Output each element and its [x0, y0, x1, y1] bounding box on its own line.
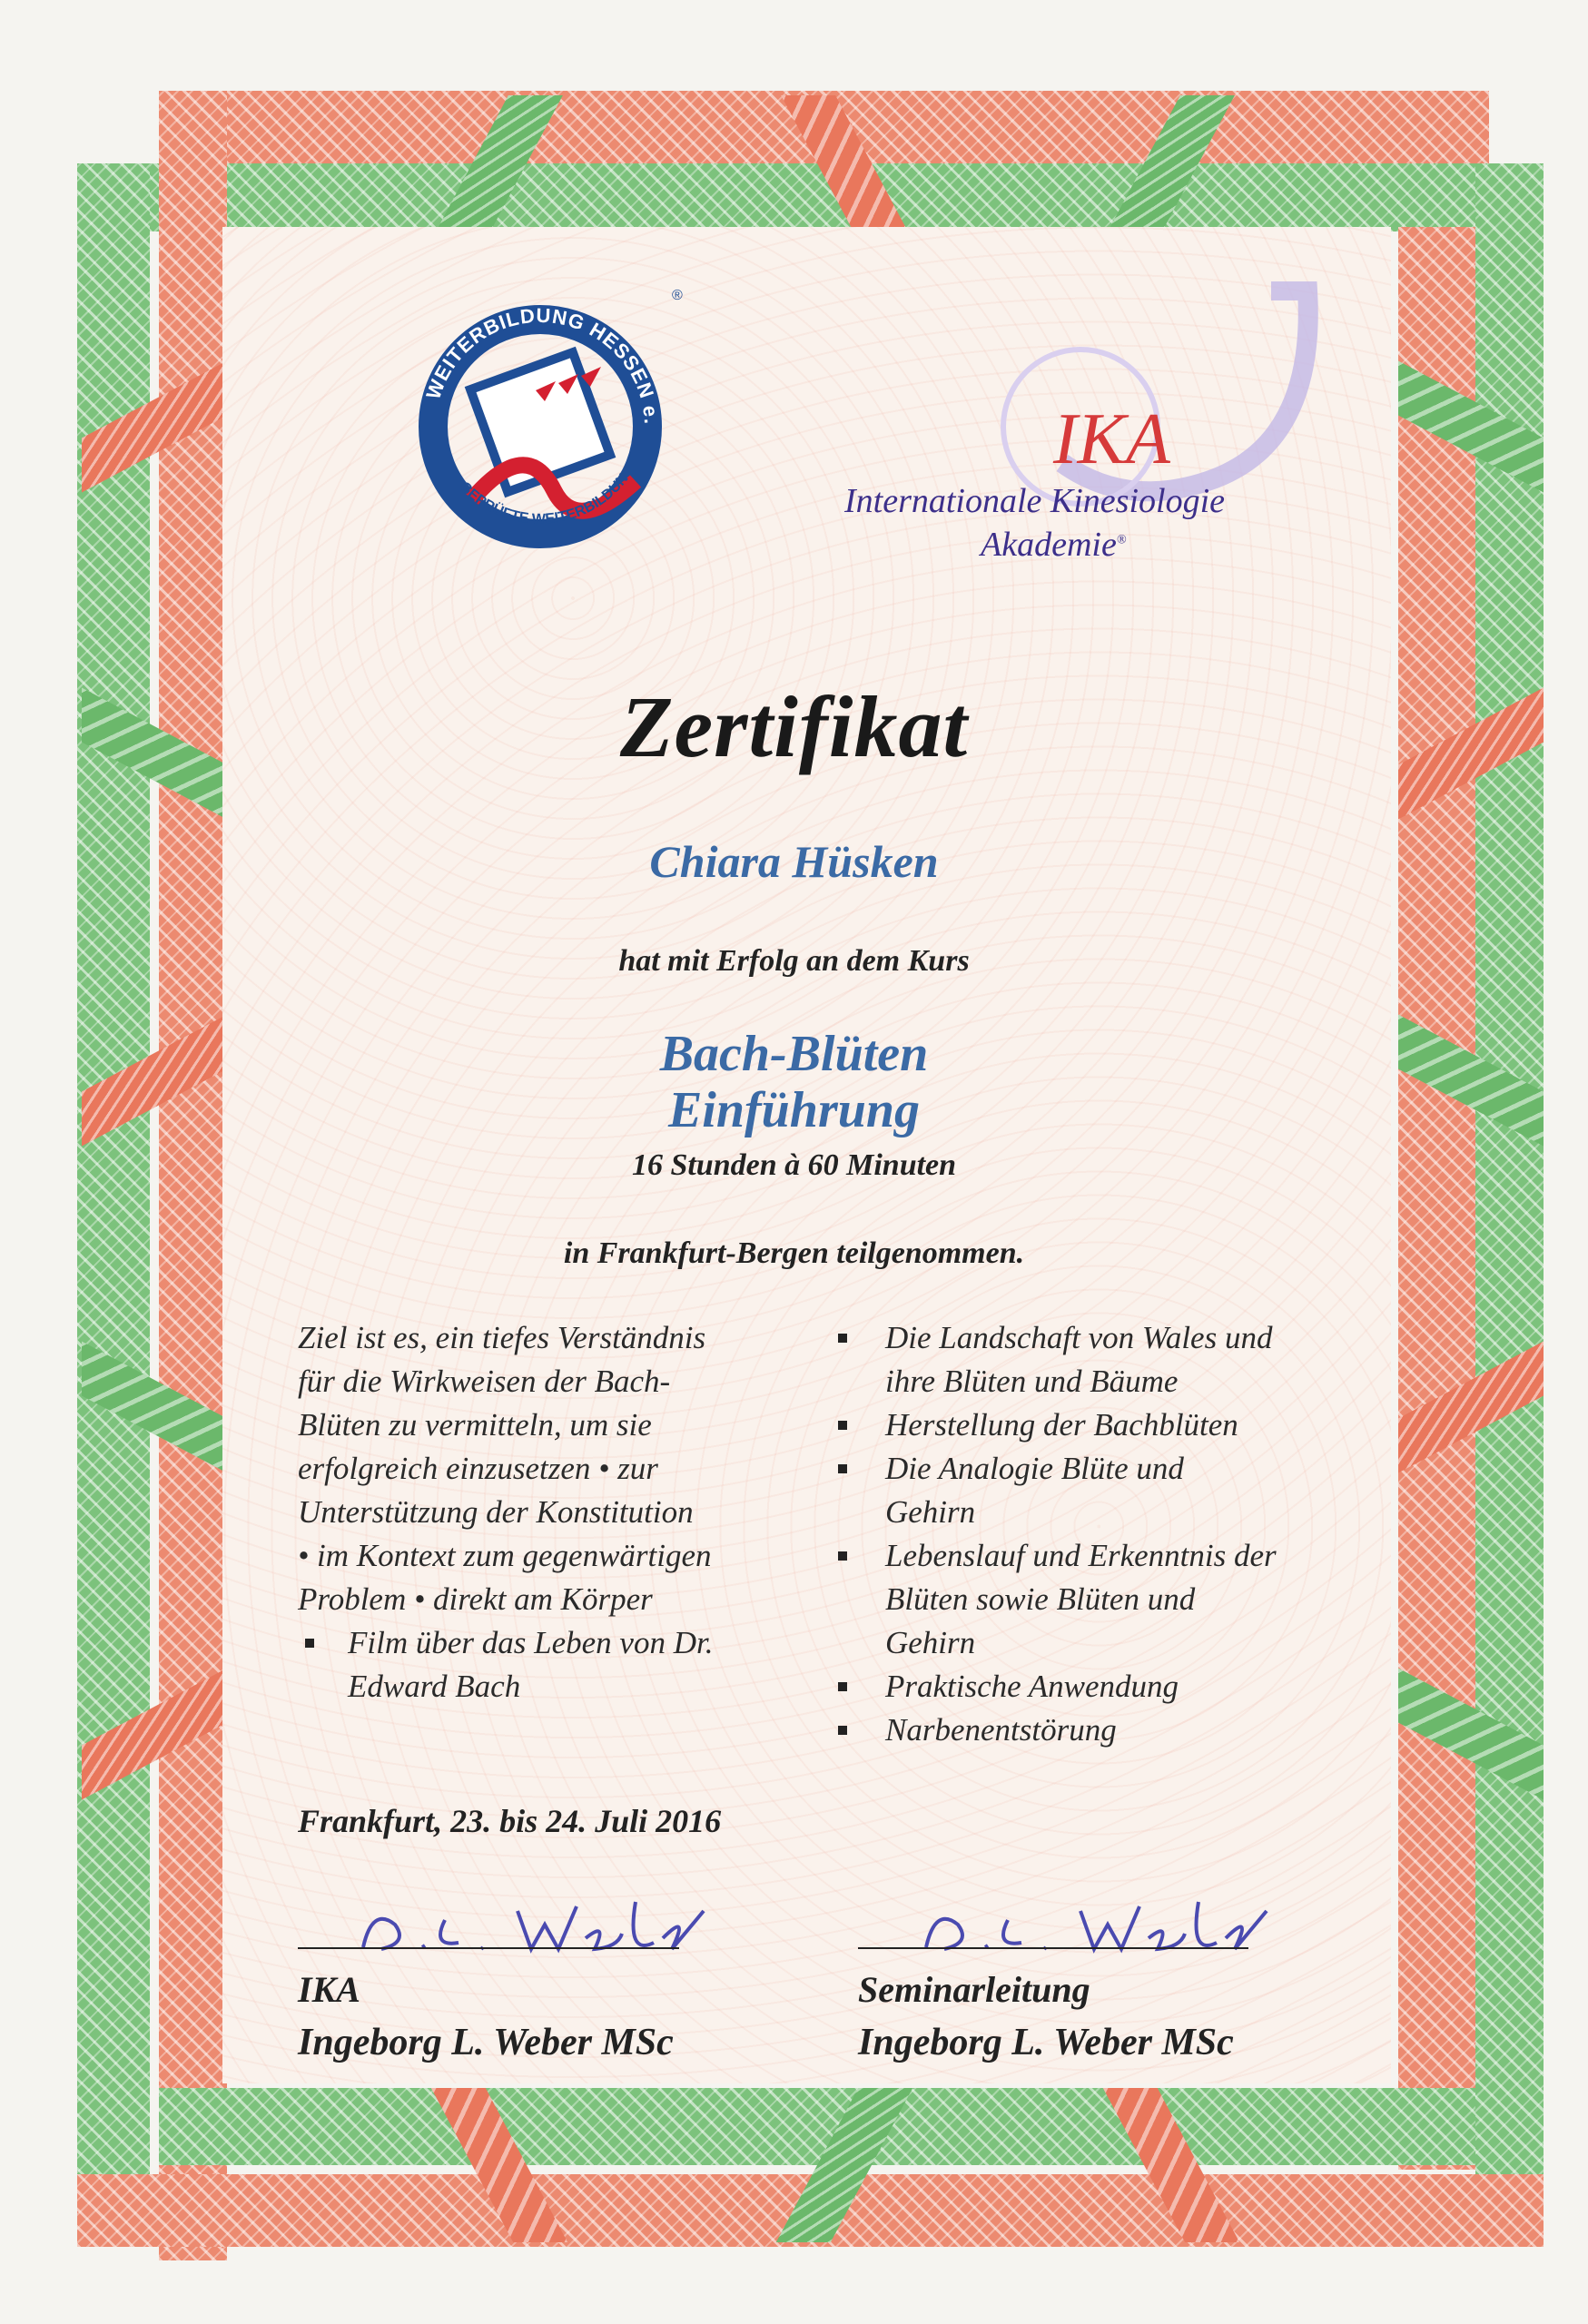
signer-name-seminar: Ingeborg L. Weber MSc [858, 2022, 1234, 2063]
recipient-name: Chiara Hüsken [649, 836, 939, 887]
location-line: in Frankfurt-Bergen teilgenommen. [563, 1236, 1025, 1270]
goal-line: Unterstützung der Konstitution [298, 1494, 694, 1530]
list-item: Narbenentstörung [831, 1709, 1376, 1752]
bullet-square-icon [838, 1726, 847, 1735]
bullet-square-icon [838, 1334, 847, 1343]
signature-seminarleitung [908, 1893, 1289, 1965]
ika-monogram: IKA [1053, 399, 1170, 479]
signer-role-seminar: Seminarleitung [858, 1969, 1090, 2010]
goal-line: erfolgreich einzusetzen • zur [298, 1451, 658, 1486]
registered-mark: ® [672, 288, 683, 303]
weiterbildung-hessen-logo [399, 272, 690, 581]
list-item: Herstellung der Bachblüten [831, 1403, 1376, 1447]
topic-list [831, 1316, 1376, 1752]
list-item: Lebenslauf und Erkenntnis der Blüten sowie Blüten und Gehirn [831, 1534, 1376, 1665]
bullet-square-icon [838, 1682, 847, 1691]
goal-line: Blüten zu vermitteln, um sie [298, 1407, 652, 1443]
ika-name-line2: Akademie [981, 526, 1117, 564]
ika-name-line1: Internationale Kinesiologie [844, 482, 1226, 520]
signature-ika [345, 1893, 726, 1965]
course-title [0, 1026, 1588, 1138]
ika-registered-mark: ® [1116, 533, 1127, 547]
goal-description [298, 1316, 824, 1709]
list-item: Praktische Anwendung [831, 1665, 1376, 1709]
bullet-square-icon [838, 1421, 847, 1430]
signer-name-ika: Ingeborg L. Weber MSc [298, 2022, 674, 2063]
list-item: Die Analogie Blüte und Gehirn [831, 1447, 1376, 1534]
bullet-square-icon [305, 1639, 314, 1648]
certificate-title: Zertifikat [619, 678, 969, 775]
course-title-line2: Einführung [667, 1082, 921, 1138]
goal-line: für die Wirkweisen der Bach- [298, 1364, 671, 1399]
goal-line: Ziel ist es, ein tiefes Verständnis [298, 1320, 706, 1355]
signer-role-ika: IKA [298, 1969, 360, 2010]
date-line: Frankfurt, 23. bis 24. Juli 2016 [298, 1803, 722, 1839]
goal-line: Problem • direkt am Körper [298, 1581, 653, 1617]
list-item: Film über das Leben von Dr. Edward Bach [298, 1621, 824, 1709]
goal-line: • im Kontext zum gegenwärtigen [298, 1538, 712, 1573]
course-title-line1: Bach-Blüten [659, 1026, 929, 1082]
logo-ring-text: WEITERBILDUNG HESSEN e. [421, 303, 664, 426]
bullet-square-icon [838, 1464, 847, 1473]
course-hours: 16 Stunden à 60 Minuten [631, 1148, 957, 1182]
logo-bottom-text: GEPRÜFTE WEITERBILDUN [456, 470, 632, 527]
list-item: Die Landschaft von Wales und ihre Blüten und Bäume [831, 1316, 1376, 1403]
bullet-square-icon [838, 1551, 847, 1561]
intro-text: hat mit Erfolg an dem Kurs [618, 944, 970, 978]
